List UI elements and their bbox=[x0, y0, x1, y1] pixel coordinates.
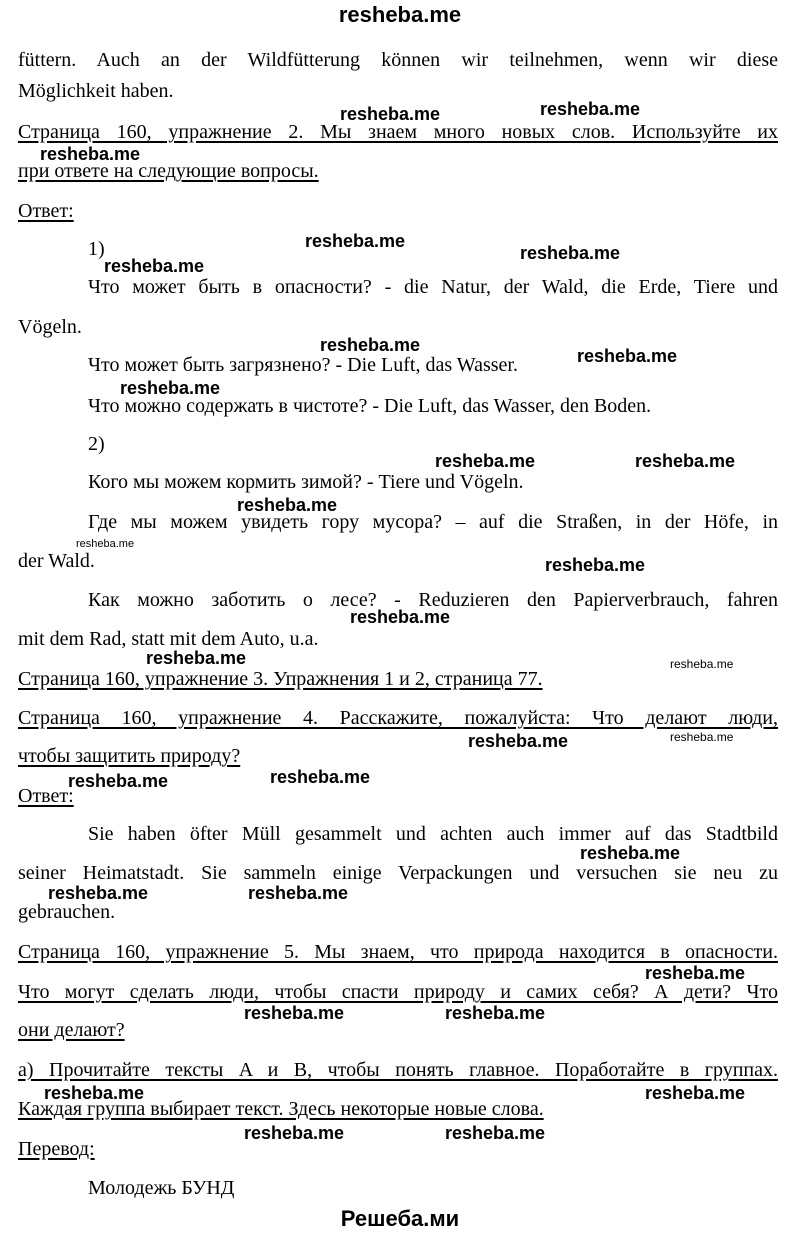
answer-4-line-3: gebrauchen. bbox=[18, 901, 116, 923]
watermark: resheba.me bbox=[270, 767, 371, 787]
question-2: Что может быть загрязнено? - Die Luft, das Wasser. bbox=[88, 354, 518, 376]
translation-label: Перевод: bbox=[18, 1138, 95, 1160]
answer-4-line-1: Sie haben öfter Müll gesammelt und achten auch immer auf das Stadtbild bbox=[88, 823, 778, 845]
watermark: resheba.me bbox=[645, 1083, 746, 1103]
watermark: resheba.me bbox=[305, 231, 406, 251]
watermark: resheba.me bbox=[340, 104, 441, 124]
question-4: Кого мы можем кормить зимой? - Tiere und Vögeln. bbox=[88, 471, 524, 493]
watermark: resheba.me bbox=[244, 1003, 345, 1023]
exercise-5-title-line-3: они делают? bbox=[18, 1019, 125, 1041]
question-5-line-2: der Wald. bbox=[18, 550, 95, 572]
exercise-2-title-line-2: при ответе на следующие вопросы. bbox=[18, 160, 319, 182]
watermark: resheba.me bbox=[104, 256, 205, 276]
watermark: resheba.me bbox=[635, 451, 736, 471]
watermark: resheba.me bbox=[248, 883, 349, 903]
exercise-5-title-line-1: Страница 160, упражнение 5. Мы знаем, что природа находится в опасности. bbox=[18, 941, 778, 963]
watermark: resheba.me bbox=[40, 144, 141, 164]
site-footer: Решеба.ми bbox=[340, 1206, 460, 1231]
question-1-line-2: Vögeln. bbox=[18, 316, 82, 338]
watermark: resheba.me bbox=[540, 99, 641, 119]
watermark: resheba.me bbox=[120, 378, 221, 398]
watermark: resheba.me bbox=[68, 771, 169, 791]
watermark: resheba.me bbox=[146, 648, 247, 668]
item-number-2: 2) bbox=[88, 433, 105, 455]
exercise-4-title-line-1: Страница 160, упражнение 4. Расскажите, пожалуйста: Что делают люди, bbox=[18, 707, 778, 729]
question-6-line-1: Как можно заботить о лесе? - Reduzieren den Papierverbrauch, fahren bbox=[88, 589, 778, 611]
exercise-5a-line-2: Каждая группа выбирает текст. Здесь некоторые новые слова. bbox=[18, 1098, 544, 1120]
watermark: resheba.me bbox=[435, 451, 536, 471]
answer-4-line-2: seiner Heimatstadt. Sie sammeln einige Verpackungen und versuchen sie neu zu bbox=[18, 862, 778, 884]
watermark: resheba.me bbox=[670, 657, 734, 671]
watermark: resheba.me bbox=[237, 495, 338, 515]
watermark: resheba.me bbox=[520, 243, 621, 263]
item-number-1: 1) bbox=[88, 238, 105, 260]
watermark: resheba.me bbox=[44, 1083, 145, 1103]
watermark: resheba.me bbox=[577, 346, 678, 366]
watermark: resheba.me bbox=[76, 538, 135, 550]
watermark: resheba.me bbox=[244, 1123, 345, 1143]
watermark: resheba.me bbox=[48, 883, 149, 903]
exercise-5a-line-1: a) Прочитайте тексты A и B, чтобы понять главное. Поработайте в группах. bbox=[18, 1059, 778, 1081]
watermark: resheba.me bbox=[670, 730, 734, 744]
watermark: resheba.me bbox=[350, 607, 451, 627]
watermark: resheba.me bbox=[445, 1123, 546, 1143]
answer-label-2: Ответ: bbox=[18, 785, 74, 807]
exercise-5-title-line-2: Что могут сделать люди, чтобы спасти природу и самих себя? А дети? Что bbox=[18, 981, 778, 1003]
watermark: resheba.me bbox=[468, 731, 569, 751]
exercise-2-title-line-1: Страница 160, упражнение 2. Мы знаем много новых слов. Используйте их bbox=[18, 121, 778, 143]
question-1-line-1: Что может быть в опасности? - die Natur, der Wald, die Erde, Tiere und bbox=[88, 276, 778, 298]
site-header: resheba.me bbox=[338, 2, 462, 27]
intro-line-1: füttern. Auch an der Wildfütterung können wir teilnehmen, wenn wir diese bbox=[18, 49, 778, 71]
exercise-3-title: Страница 160, упражнение 3. Упражнения 1 и 2, страница 77. bbox=[18, 668, 543, 690]
watermark: resheba.me bbox=[645, 963, 746, 983]
watermark: resheba.me bbox=[320, 335, 421, 355]
watermark: resheba.me bbox=[580, 843, 681, 863]
answer-label: Ответ: bbox=[18, 200, 74, 222]
watermark: resheba.me bbox=[545, 555, 646, 575]
question-3: Что можно содержать в чистоте? - Die Luft, das Wasser, den Boden. bbox=[88, 395, 652, 417]
exercise-4-title-line-2: чтобы защитить природу? bbox=[18, 745, 241, 767]
watermark: resheba.me bbox=[445, 1003, 546, 1023]
translation-text: Молодежь БУНД bbox=[88, 1177, 235, 1199]
question-5-line-1: Где мы можем увидеть гору мусора? – auf die Straßen, in der Höfe, in bbox=[88, 511, 778, 533]
question-6-line-2: mit dem Rad, statt mit dem Auto, u.a. bbox=[18, 628, 319, 650]
intro-line-2: Möglichkeit haben. bbox=[18, 80, 174, 102]
